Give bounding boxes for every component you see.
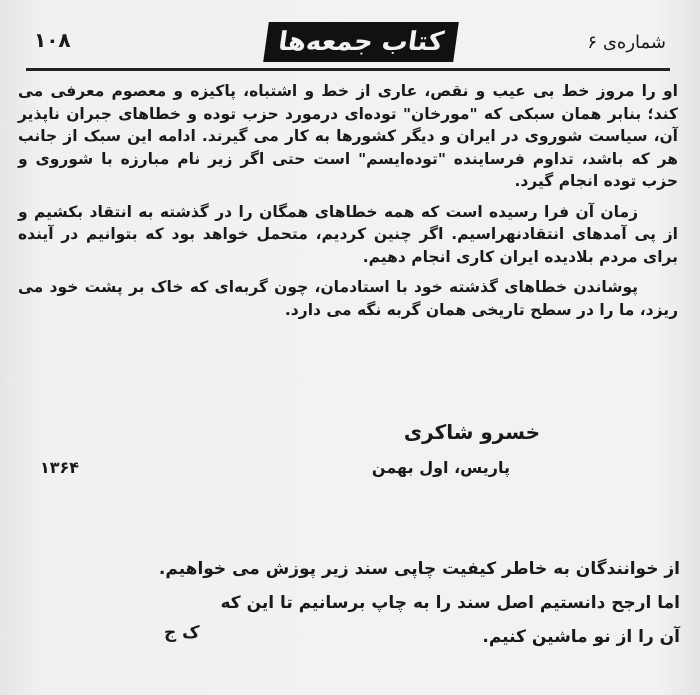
editor-note [14,552,680,654]
year: ۱۳۶۴ [40,458,80,477]
page-header [26,22,670,74]
note-line-2: اما ارجح دانستیم اصل سند را به چاپ برسانیم تا این که [220,593,680,613]
issue-number: شماره‌ی ۶ [587,32,666,53]
signature-block [0,420,700,480]
article-body [18,80,678,329]
editor-initials: ک ج [164,623,200,643]
header-rule [26,68,670,71]
paragraph-3: پوشاندن خطاهای گذشته خود با استادمان، چون گربه‌ای که خاک بر پشت خود می ریزد، ما را در سطح تاریخی همان گربه نگه می دارد. [18,278,678,319]
paragraph-1: او را مروز خط بی عیب و نقص، عاری از خط و اشتباه، پاکیزه و معصوم معرفی می کند؛ بنابر همان سبکی که "مورخان" توده‌ای درمورد حزب توده و خطاهای جبران ناپذیر آن، سیاست شوروی در ایران و دیگر کشورها به کار می گیرند. ادامه این سبک از جانب هر که باشد، تداوم فرساینده "توده‌ایسم" است حتی اگر زیر نام مبارزه با شوروی و حزب توده انجام گیرد. [18,82,678,190]
page-number: ۱۰۸ [34,28,71,52]
note-line-1: از خوانندگان به خاطر کیفیت چاپی سند زیر پوزش می خواهیم. [158,559,680,579]
place-date: پاریس، اول بهمن [371,458,510,477]
paragraph-2: زمان آن فرا رسیده است که همه خطاهای همگان را در گذشته به انتقاد بکشیم و از پی آمدهای انتقادنهراسیم. اگر چنین کردیم، متحمل خواهد بود که بتوانیم در آینده برای مردم بلادیده ایران کاری انجام دهیم. [18,202,678,266]
note-line-3: آن را از نو ماشین کنیم. [482,627,680,647]
masthead-logo: کتاب جمعه‌ها [263,22,459,62]
author-name: خسرو شاکری [403,420,540,444]
